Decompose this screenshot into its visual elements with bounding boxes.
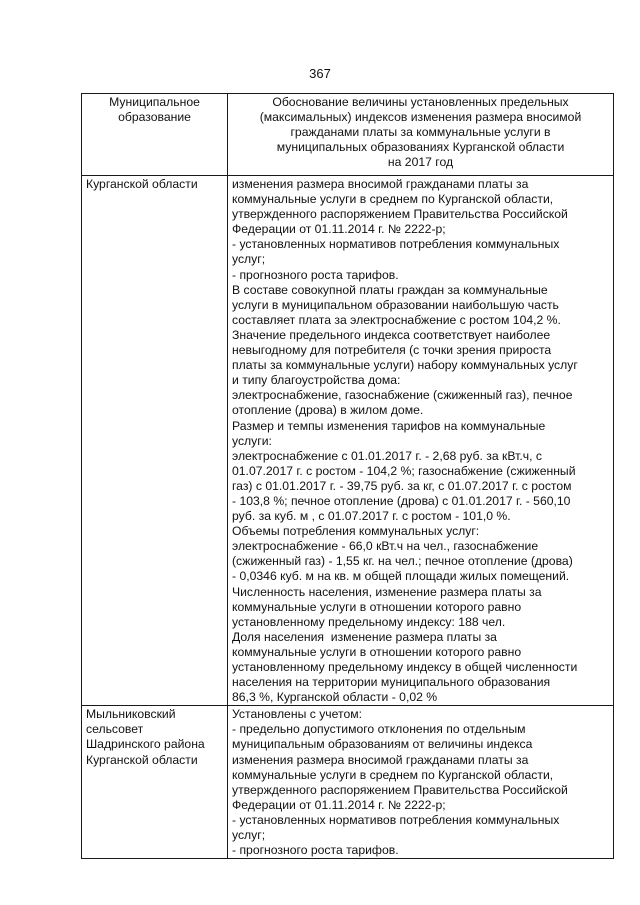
header-justification-line: муниципальных образованиях Курганской области: [276, 140, 565, 155]
header-municipality: [82, 94, 228, 176]
header-municipality-line: Муниципальное: [109, 95, 200, 109]
justification-text-line: услуги в муниципальном образовании наибольшую часть: [232, 297, 559, 312]
page-number: 367: [309, 66, 331, 81]
justification-text-line: коммунальные услуги в отношении которого равно: [232, 599, 522, 614]
row-municipality-cell: [82, 176, 228, 706]
justification-text-line: утвержденного распоряжением Правительства Российской: [232, 207, 568, 222]
header-justification-line: гражданами платы за коммунальные услуги в: [290, 125, 551, 140]
justification-text-line: - 103,8 %; печное отопление (дрова) с 01.01.2017 г. - 560,10: [232, 493, 571, 508]
justification-text-line: электроснабжение с 01.01.2017 г. - 2,68 руб. за кВт.ч, с: [232, 448, 542, 463]
justification-text-line: муниципальным образованиям от величины индекса: [232, 737, 533, 752]
justification-text-line: изменения размера вносимой гражданами платы за: [232, 177, 529, 191]
justification-text-line: Объемы потребления коммунальных услуг:: [232, 524, 480, 539]
row-justification-cell: [228, 706, 614, 859]
justification-text-line: (сжиженный газ) - 1,55 кг. на чел.; печное отопление (дрова): [232, 554, 573, 569]
row-municipality-cell: [82, 706, 228, 859]
table-row: [82, 706, 614, 859]
justification-text-line: - установленных нормативов потребления коммунальных: [232, 237, 560, 252]
justification-text-line: услуг;: [232, 828, 266, 843]
justification-text-line: и типу благоустройства дома:: [232, 373, 401, 388]
justification-text-line: изменения размера вносимой гражданами платы за: [232, 752, 529, 767]
justification-text-line: Доля населения изменение размера платы за: [232, 629, 497, 644]
justification-text-line: Федерации от 01.11.2014 г. № 2222-р;: [232, 797, 446, 812]
justification-text-line: электроснабжение - 66,0 кВт.ч на чел., газоснабжение: [232, 539, 539, 554]
justification-text-line: Численность населения, изменение размера платы за: [232, 584, 542, 599]
tariff-index-table: [81, 93, 614, 859]
justification-text-line: коммунальные услуги в отношении которого равно: [232, 644, 522, 659]
justification-text-line: составляет плата за электроснабжение с ростом 104,2 %.: [232, 312, 561, 327]
header-municipality-line: образование: [118, 110, 191, 125]
header-justification-line: Обоснование величины установленных предельных: [272, 95, 569, 109]
municipality-name-line: Мыльниковский: [86, 707, 176, 722]
justification-text-line: услуги:: [232, 433, 272, 448]
row-justification-cell: [228, 176, 614, 706]
justification-text-line: - прогнозного роста тарифов.: [232, 843, 399, 858]
justification-text-line: Значение предельного индекса соответствует наиболее: [232, 327, 551, 342]
justification-text-line: газ) с 01.01.2017 г. - 39,75 руб. за кг, с 01.07.2017 г. с ростом: [232, 478, 572, 493]
justification-text-line: коммунальные услуги в среднем по Курганской области,: [232, 767, 554, 782]
table-row: [82, 176, 614, 706]
municipality-name-line: сельсовет: [86, 722, 144, 737]
header-justification: [228, 94, 614, 176]
justification-text-line: Размер и темпы изменения тарифов на коммунальные: [232, 418, 546, 433]
header-justification-line: (максимальных) индексов изменения размера вносимой: [259, 110, 582, 125]
justification-text-line: невыгодному для потребителя (с точки зрения прироста: [232, 343, 552, 358]
justification-text-line: 86,3 %, Курганской области - 0,02 %: [232, 690, 438, 705]
justification-text-line: 01.07.2017 г. с ростом - 104,2 %; газоснабжение (сжиженный: [232, 463, 576, 478]
table-header-row: [82, 94, 614, 176]
justification-text-line: - предельно допустимого отклонения по отдельным: [232, 722, 526, 737]
justification-text-line: руб. за куб. м , с 01.07.2017 г. с ростом - 101,0 %.: [232, 509, 511, 524]
justification-text-line: коммунальные услуги в среднем по Курганской области,: [232, 192, 554, 207]
justification-text-line: населения на территории муниципального образования: [232, 675, 551, 690]
justification-text-line: В составе совокупной платы граждан за коммунальные: [232, 282, 548, 297]
justification-text-line: отопление (дрова) в жилом доме.: [232, 403, 424, 418]
justification-text-line: услуг;: [232, 252, 266, 267]
justification-text-line: - 0,0346 куб. м на кв. м общей площади жилых помещений.: [232, 569, 570, 584]
justification-text-line: Федерации от 01.11.2014 г. № 2222-р;: [232, 222, 446, 237]
justification-text-line: утвержденного распоряжением Правительства Российской: [232, 782, 568, 797]
justification-text-line: платы за коммунальные услуги) набору коммунальных услуг: [232, 358, 578, 373]
municipality-name-line: Курганской области: [86, 752, 198, 767]
justification-text-line: Установлены с учетом:: [232, 707, 362, 722]
municipality-name-line: Курганской области: [86, 177, 198, 191]
justification-text-line: - прогнозного роста тарифов.: [232, 267, 399, 282]
justification-text-line: - установленных нормативов потребления коммунальных: [232, 812, 560, 827]
header-justification-line: на 2017 год: [387, 155, 454, 170]
justification-text-line: электроснабжение, газоснабжение (сжиженный газ), печное: [232, 388, 573, 403]
justification-text-line: установленному предельному индексу в общей численности: [232, 660, 578, 674]
justification-text-line: установленному предельному индексу: 188 чел.: [232, 614, 506, 629]
municipality-name-line: Шадринского района: [86, 737, 205, 752]
